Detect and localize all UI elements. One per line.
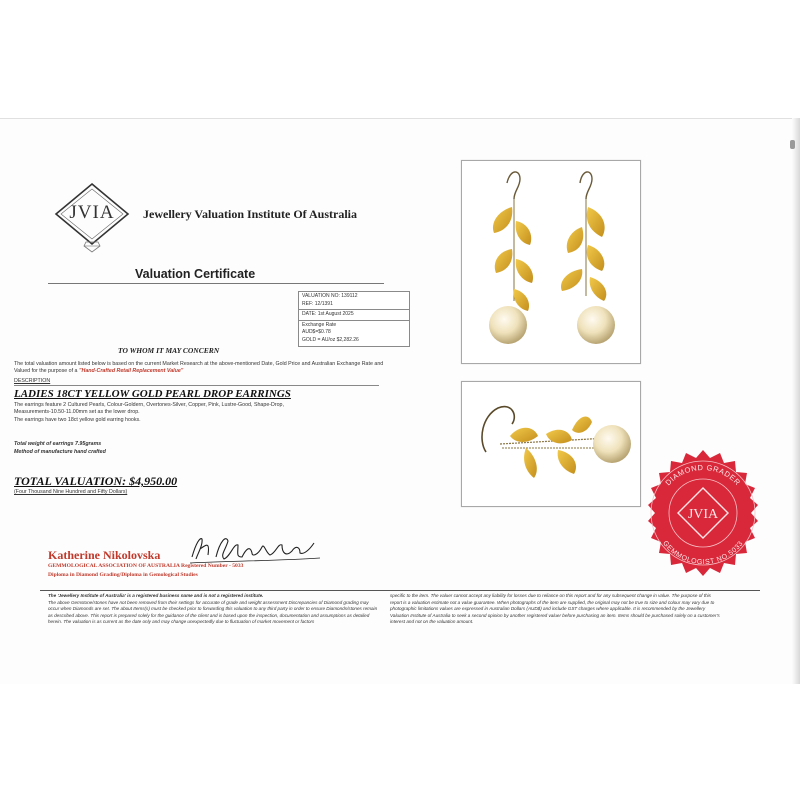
title-divider (48, 283, 384, 284)
diploma-credentials: Diploma in Diamond Grading/Diploma in Gemological Studies (48, 572, 198, 578)
disclaimer-left-body: The above Gemstone/stones have not been removed from their settings for accurate of grade and weight assessment Discrepancies of Diamond grading may occur when Diamonds are set. The about Items(s) must be checked prior to forwarding this valuation to any third party in order to ensure Diamonds/stones remain as described above. This report is prepared solely for the guidance of the client and is based upon the inspection, documentation and assumptions as detailed herein. The valuation is as current as the date only and may change unexpectedly due to fluctuation of market movement or factors (48, 599, 378, 625)
certificate-title: Valuation Certificate (135, 267, 256, 281)
seal-center-text: JVIA (687, 507, 719, 522)
earring-pair-icon (462, 161, 642, 365)
total-weight: Total weight of earrings 7.95grams (14, 441, 102, 447)
gemmologist-seal-icon (636, 448, 770, 582)
total-in-words: (Four Thousand Nine Hundred and Fifty Dollars) (14, 489, 128, 495)
intro-text: The total valuation amount listed below is based on the current Market Research at the above-mentioned Date, Gold Price and Australian Exchange Rate and Valued for the purpose of a (14, 361, 384, 375)
manufacture-method: Method of manufacture hand crafted (14, 448, 106, 455)
earring-photo-side (461, 381, 641, 507)
valuation-info-box (298, 291, 410, 347)
description-line: The earrings feature 2 Cultured Pearls, Colour-Goldern, Overtones-Silver, Copper, Pink, Lustre-Good, Shape-Drop, (14, 402, 284, 408)
description-body (14, 402, 414, 424)
disclaimer-right: specific to the item. The valuer cannot accept any liability for losses due to reliance on this report and for any subsequent change in value. The purpose of this report is a valuation estimate not a value guarantee. When photographs of the item are supplied, the original may not be true to size and colour may vary due to photographic limitations values are expressed in Australian Dollars (AUD$) and include GST charges where applicable. It is recommended by the Jewellery Valuation Institute of Australia to seek a second opinion by another registered valuer before purchasing an item. Items should be purchased solely on a customer's interest and not on the valuation amount. (390, 593, 720, 625)
footer-divider (40, 590, 760, 591)
page-edge-shadow (792, 118, 800, 684)
intro-paragraph (14, 361, 384, 376)
seal-bottom-text: GEMMOLOGIST NO.5033 (661, 539, 745, 567)
weight-block (14, 441, 106, 456)
aud-rate: AUD$=$0.78 (302, 329, 331, 336)
paper-clip-mark (790, 140, 795, 149)
association-registration: GEMMOLOGICAL ASSOCIATION OF AUSTRALIA Registered Number - 5033 (48, 563, 244, 569)
total-valuation: TOTAL VALUATION: $4,950.00 (14, 474, 178, 488)
description-divider (14, 385, 379, 386)
gold-rate: GOLD = AU/oz $2,282.26 (302, 336, 359, 343)
valuer-name: Katherine Nikolovska (48, 548, 161, 562)
description-label: DESCRIPTION (14, 378, 51, 384)
disclaimer-left (48, 593, 378, 626)
earrings-photo-front (461, 160, 641, 364)
valuation-number: VALUATION NO: 139112 (302, 293, 358, 299)
exchange-rate-label: Exchange Rate (302, 321, 337, 328)
salutation: TO WHOM IT MAY CONCERN (118, 346, 220, 355)
valuation-date: DATE: 1st August 2025 (302, 311, 354, 318)
description-line: The earrings have two 18ct yellow gold earring hooks. (14, 416, 141, 423)
reference-number: REF: 12/1391 (302, 300, 333, 307)
seal-top-text: DIAMOND GRADER (663, 462, 743, 488)
logo-text: JVIA (69, 202, 115, 223)
disclaimer-heading: The 'Jewellery Institute of Australia' is a registered business name and is not a registered institute. (48, 593, 264, 598)
description-line: Measurements-10.50-11.00mm set as the lower drop. (14, 409, 140, 416)
earring-single-icon (462, 382, 642, 508)
institute-name: Jewellery Valuation Institute Of Australia (143, 207, 358, 221)
product-title: LADIES 18CT YELLOW GOLD PEARL DROP EARRINGS (14, 388, 291, 400)
valuation-purpose: "Hand-Crafted Retail Replacement Value" (79, 368, 184, 375)
